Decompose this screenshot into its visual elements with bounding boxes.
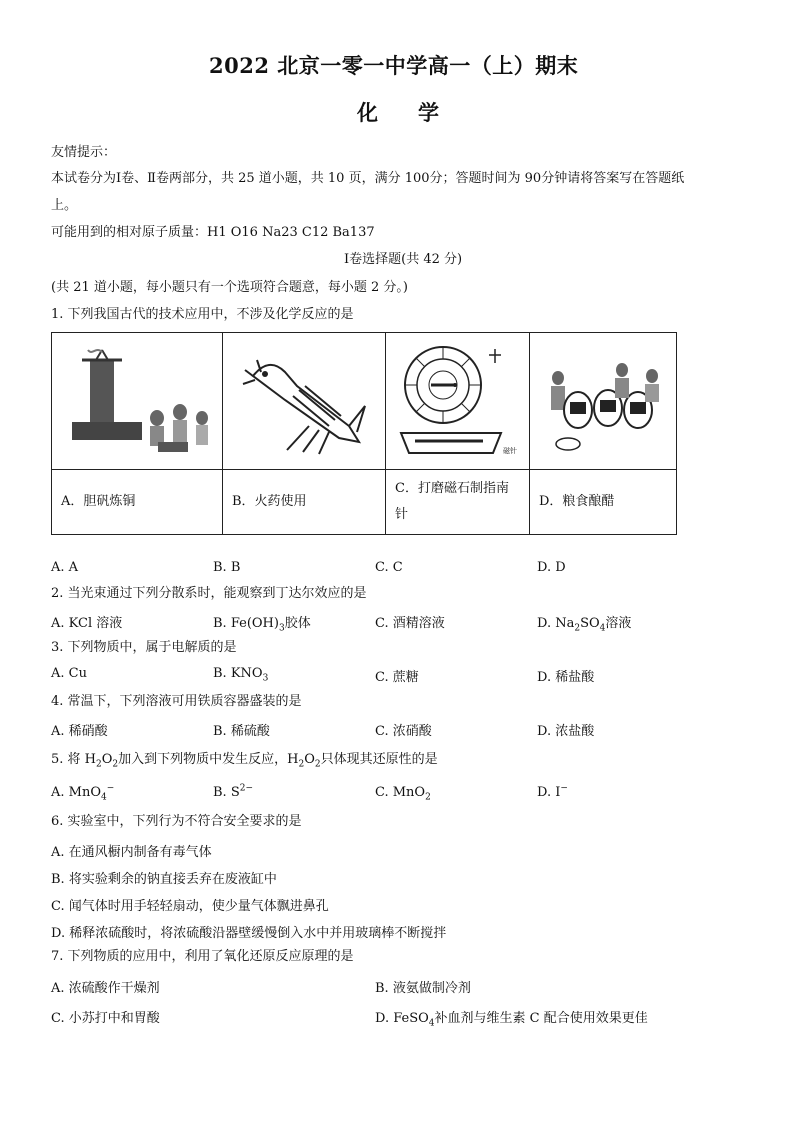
q1-table (51, 332, 677, 535)
q2-option-b: B. $Fe(OH)_3$胶体 (213, 616, 311, 634)
q1-cell-d-image (530, 333, 677, 470)
q1-option-b: B. B (213, 560, 241, 575)
vinegar-brewing-icon (538, 346, 668, 456)
q3-stem: 3. 下列物质中，属于电解质的是 (51, 640, 237, 655)
atomic-mass-line: 可能用到的相对原子质量：H1 O16 Na23 C12 Ba137 (51, 225, 375, 240)
q6-option-b: B. 将实验剩余的钠直接丢弃在废液缸中 (51, 872, 277, 887)
q4-option-d: D. 浓盐酸 (537, 724, 595, 739)
q2-option-a: A. KCl 溶液 (51, 616, 123, 631)
q6-option-d: D. 稀释浓硫酸时，将浓硫酸沿器壁缓慢倒入水中并用玻璃棒不断搅拌 (51, 926, 447, 941)
q3-option-c: C. 蔗糖 (375, 670, 419, 685)
q5-option-c: C. MnO$_2$ (375, 785, 431, 803)
q7-stem: 7. 下列物质的应用中，利用了氧化还原反应原理的是 (51, 949, 354, 964)
subject-title: 化学 (357, 100, 479, 125)
q1-cell-c-image (386, 333, 530, 470)
q2-stem: 2. 当光束通过下列分散系时，能观察到丁达尔效应的是 (51, 586, 367, 601)
tip-label: 友情提示： (51, 145, 117, 160)
q1-option-c: C. C (375, 560, 403, 575)
q4-option-c: C. 浓硝酸 (375, 724, 432, 739)
exam-info-line-cont: 上。 (51, 198, 78, 213)
smelting-scene-icon (62, 346, 212, 456)
q6-stem: 6. 实验室中，下列行为不符合安全要求的是 (51, 814, 302, 829)
q1-stem: 1. 下列我国古代的技术应用中，不涉及化学反应的是 (51, 307, 354, 322)
q4-stem: 4. 常温下，下列溶液可用铁质容器盛装的是 (51, 694, 302, 709)
q2-option-d: D. $Na_2SO_4$溶液 (537, 616, 632, 634)
q7-option-d: D. FeSO$_4$补血剂与维生素 C 配合使用效果更佳 (375, 1011, 648, 1029)
q4-option-b: B. 稀硫酸 (213, 724, 270, 739)
q5-stem: 5. 将 $H_2O_2$加入到下列物质中发生反应，$H_2O_2$只体现其还原性的是 (51, 752, 438, 770)
q1-cell-c-label: C．打磨磁石制指南针 (386, 470, 530, 535)
compass-needle-caption: 磁针 (502, 447, 517, 455)
q6-option-a: A. 在通风橱内制备有毒气体 (51, 845, 212, 860)
q1-option-d: D. D (537, 560, 566, 575)
q5-option-a: A. MnO$_4$− (51, 783, 115, 803)
q3-option-d: D. 稀盐酸 (537, 670, 595, 685)
q3-option-a: A. Cu (51, 666, 87, 681)
q3-option-b: B. $KNO_3$ (213, 666, 269, 684)
q1-option-a: A. A (51, 560, 79, 575)
section-note: (共 21 道小题，每小题只有一个选项符合题意，每小题 2 分。) (51, 280, 408, 295)
q5-option-b: B. $S^{2-}$ (213, 783, 254, 800)
q1-cell-d-label: D．粮食酿醋 (530, 470, 677, 535)
page-title: 2022 北京一零一中学高一（上）期末 (209, 53, 579, 78)
q1-cell-b-label: B．火药使用 (223, 470, 386, 535)
q1-cell-b-image (223, 333, 386, 470)
q2-option-c: C. 酒精溶液 (375, 616, 445, 631)
q5-option-d: D. I− (537, 783, 568, 800)
q1-cell-a-label: A．胆矾炼铜 (52, 470, 223, 535)
q4-option-a: A. 稀硝酸 (51, 724, 108, 739)
fire-arrow-dragon-icon (239, 346, 369, 456)
section-heading: Ⅰ卷选择题(共 42 分) (344, 252, 463, 267)
q6-option-c: C. 闻气体时用手轻轻扇动，使少量气体飘进鼻孔 (51, 899, 329, 914)
compass-icon (393, 341, 523, 461)
q1-cell-a-image (52, 333, 223, 470)
q7-option-a: A. 浓硫酸作干燥剂 (51, 981, 160, 996)
exam-info-line: 本试卷分为Ⅰ卷、Ⅱ卷两部分，共 25 道小题，共 10 页，满分 100分；答题时间为 90分钟请将答案写在答题纸 (51, 171, 685, 186)
q7-option-b: B. 液氨做制冷剂 (375, 981, 471, 996)
q7-option-c: C. 小苏打中和胃酸 (51, 1011, 160, 1026)
